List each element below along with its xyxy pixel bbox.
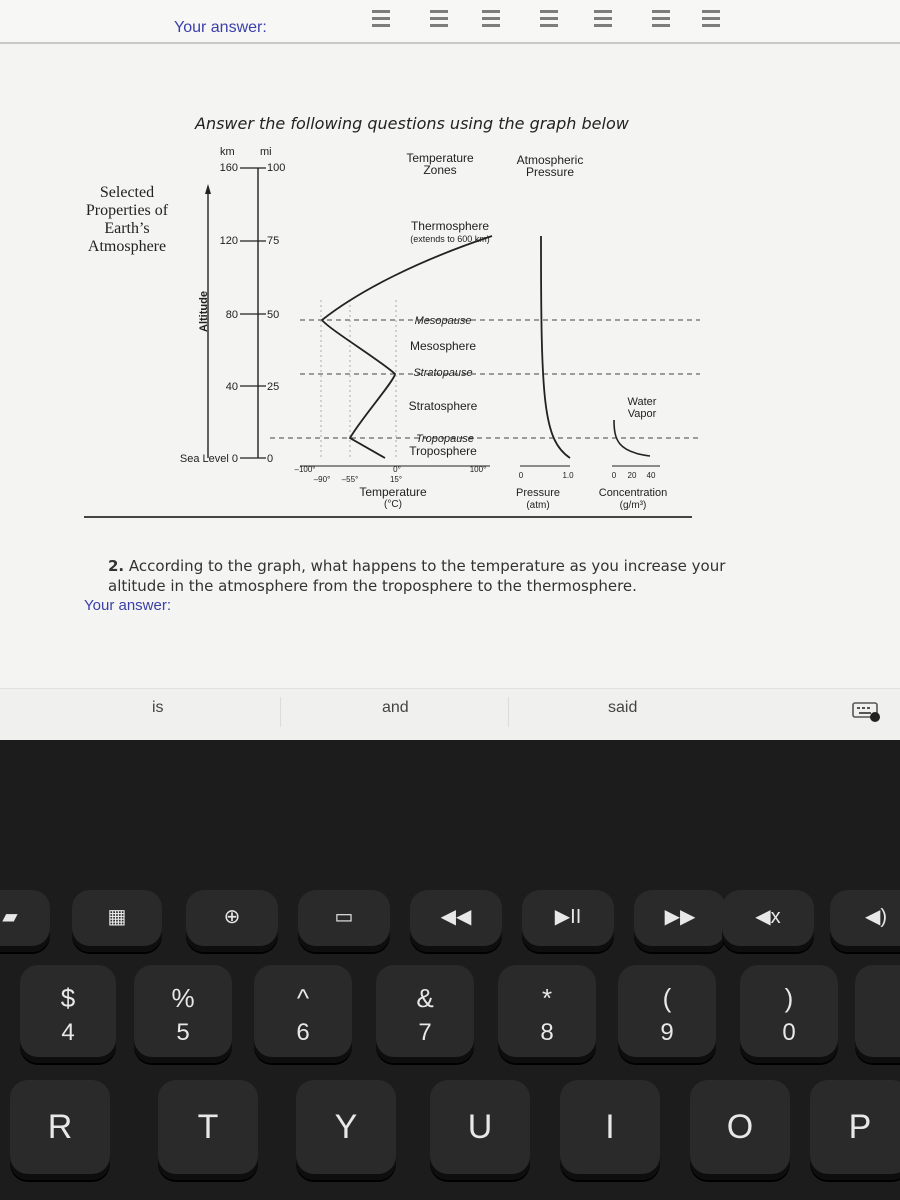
bulleted-list-icon[interactable] [538, 6, 560, 34]
align-right-icon[interactable] [480, 6, 502, 34]
question-2 [108, 556, 728, 596]
pressure-tick: 0 [518, 471, 524, 480]
key-t[interactable]: T [158, 1080, 258, 1180]
key-9[interactable]: ( 9 [618, 965, 716, 1063]
key-0[interactable]: ) 0 [740, 965, 838, 1063]
temperature-gridlines [321, 300, 396, 458]
physical-keyboard [0, 740, 900, 1200]
key-minus[interactable] [855, 965, 900, 1063]
key-5[interactable]: % 5 [134, 965, 232, 1063]
mission-control-key[interactable]: ▦ [72, 890, 162, 952]
question-number: 2. [108, 557, 125, 575]
troposphere-label: Troposphere [409, 444, 477, 458]
thermosphere-label: Thermosphere [410, 219, 490, 233]
question-text: According to the graph, what happens to the temperature as you increase your altitude in the atmosphere from the troposphere to the thermosphere. [108, 557, 726, 595]
your-answer-label-top: Your answer: [174, 19, 267, 36]
km-tick: 40 [225, 381, 238, 393]
temperature-zones-header: Zones [423, 163, 457, 177]
conc-tick: 20 [627, 471, 637, 480]
keyboard-suggestion-bar [0, 688, 900, 740]
mesosphere-label: Mesosphere [409, 339, 477, 353]
mi-tick: 0 [267, 453, 274, 465]
instructions-text: Answer the following questions using the graph below [195, 114, 629, 133]
mi-tick: 75 [267, 235, 280, 247]
mi-tick: 100 [267, 162, 286, 174]
increase-indent-icon[interactable] [700, 6, 722, 34]
key-p[interactable]: P [810, 1080, 900, 1180]
suggestion-divider [508, 697, 509, 727]
concentration-axis-unit: (g/m³) [619, 500, 647, 511]
align-left-icon[interactable] [370, 6, 392, 34]
globe-key[interactable]: ⊕ [186, 890, 278, 952]
stratosphere-label: Stratosphere [408, 399, 478, 413]
key-y[interactable]: Y [296, 1080, 396, 1180]
tropopause-label: Tropopause [416, 433, 474, 445]
your-answer-label[interactable]: Your answer: [84, 597, 171, 614]
km-tick: 160 [219, 162, 238, 174]
key-6[interactable]: ^ 6 [254, 965, 352, 1063]
km-tick: Sea Level 0 [179, 453, 238, 465]
rewind-key[interactable]: ◀◀ [410, 890, 502, 952]
suggestion-divider [280, 697, 281, 727]
water-vapor-label: Water [627, 396, 657, 408]
key-o[interactable]: O [690, 1080, 790, 1180]
temp-tick: –100° [294, 465, 316, 474]
figure-title-line: Earth’s [104, 220, 150, 237]
km-tick: 80 [225, 309, 238, 321]
key-7[interactable]: & 7 [376, 965, 474, 1063]
volume-key[interactable]: ◀) [830, 890, 900, 952]
suggestion-is[interactable]: is [152, 699, 164, 716]
key-4[interactable]: $ 4 [20, 965, 116, 1063]
fast-forward-key[interactable]: ▶▶ [634, 890, 726, 952]
mute-key[interactable]: ◀x [722, 890, 814, 952]
figure-title-line: Properties of [85, 202, 169, 219]
temperature-axis-unit: (°C) [384, 499, 402, 510]
pressure-header: Atmospheric [516, 153, 584, 167]
key-8[interactable]: * 8 [498, 965, 596, 1063]
pressure-curve [541, 236, 570, 458]
temp-tick: 100° [469, 465, 487, 474]
pressure-axis-unit: (atm) [526, 500, 550, 511]
km-unit: km [220, 146, 235, 158]
figure-title-line: Selected [99, 184, 155, 201]
numbered-list-icon[interactable] [592, 6, 614, 34]
concentration-axis-label: Concentration [598, 487, 668, 499]
figure-title-line: Atmosphere [87, 238, 167, 255]
temperature-axis-label: Temperature [359, 485, 427, 499]
conc-tick: 40 [646, 471, 656, 480]
key-u[interactable]: U [430, 1080, 530, 1180]
temp-tick: 0° [393, 465, 401, 474]
pressure-axis-label: Pressure [515, 487, 561, 499]
altitude-axis-label: Altitude [198, 291, 210, 332]
decrease-indent-icon[interactable] [650, 6, 672, 34]
keyboard-icon[interactable] [852, 701, 880, 723]
water-vapor-label: Vapor [627, 408, 657, 420]
atmosphere-graph [0, 140, 900, 520]
temp-tick: 15° [389, 475, 403, 484]
screen-key[interactable]: ▭ [298, 890, 390, 952]
key-r[interactable]: R [10, 1080, 110, 1180]
pressure-header: Pressure [525, 165, 575, 179]
temp-tick: –55° [341, 475, 359, 484]
pressure-tick: 1.0 [562, 471, 574, 480]
mesopause-label: Mesopause [414, 315, 472, 327]
temperature-zones-header: Temperature [406, 151, 474, 165]
boundary-lines [270, 320, 700, 438]
stratopause-label: Stratopause [413, 367, 473, 379]
mi-tick: 25 [267, 381, 280, 393]
play-pause-key[interactable]: ▶II [522, 890, 614, 952]
suggestion-and[interactable]: and [382, 699, 409, 716]
mi-unit: mi [260, 146, 272, 158]
align-center-icon[interactable] [428, 6, 450, 34]
altitude-arrow-icon [205, 184, 211, 194]
formatting-toolbar [0, 0, 900, 44]
suggestion-said[interactable]: said [608, 699, 638, 716]
conc-tick: 0 [611, 471, 617, 480]
fn-key[interactable]: ▰ [0, 890, 50, 952]
km-tick: 120 [219, 235, 238, 247]
key-i[interactable]: I [560, 1080, 660, 1180]
temp-tick: –90° [313, 475, 331, 484]
mi-tick: 50 [267, 309, 280, 321]
thermosphere-note: (extends to 600 km) [410, 234, 490, 244]
